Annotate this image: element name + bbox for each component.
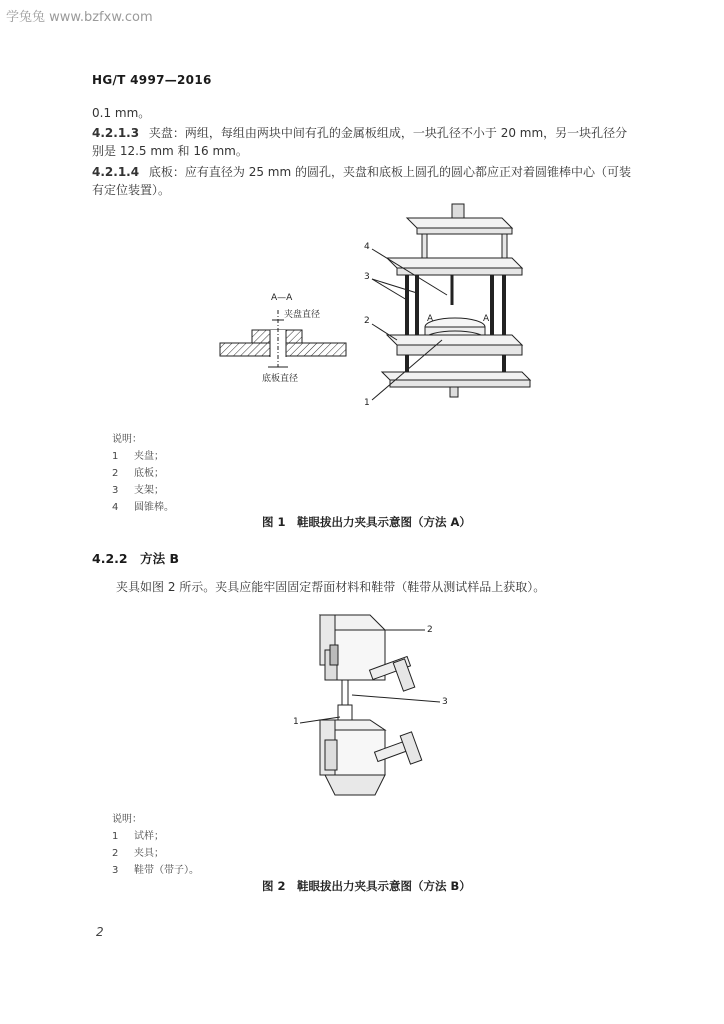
legend-item: 1 试样； [112, 831, 164, 842]
clamp-b-diagram [290, 605, 460, 810]
section-b-text: 夹具如图 2 所示。夹具应能牢固固定帮面材料和鞋带（鞋带从测试样品上获取）。 [116, 580, 546, 594]
page-number: 2 [96, 925, 104, 939]
callout-3: 3 [442, 697, 448, 707]
legend-item: 4 圆锥棒。 [112, 502, 174, 513]
callout-3: 3 [364, 272, 370, 282]
section-heading-4-2-2: 4.2.2 方法 B [92, 551, 179, 566]
clause-text: 夹盘：两组，每组由两块中间有孔的金属板组成，一块孔径不小于 20 mm，另一块孔径分 [148, 126, 628, 140]
clamp-diameter-label: 夹盘直径 [284, 310, 321, 320]
figure-1-caption: 图 1 鞋眼拔出力夹具示意图（方法 A） [262, 515, 471, 529]
paragraph-continuation: 0.1 mm。 [92, 106, 151, 120]
clamp-apparatus-diagram [352, 200, 532, 410]
legend-title: 说明： [112, 814, 142, 825]
clause-4-2-1-3 [92, 124, 627, 141]
standard-number: HG/T 4997—2016 [92, 73, 212, 87]
clause-text: 底板：应有直径为 25 mm 的圆孔，夹盘和底板上圆孔的圆心都应正对着圆锥棒中心（可装 [148, 165, 632, 179]
callout-2: 2 [364, 316, 370, 326]
clause-4-2-1-4-cont: 有定位装置）。 [92, 183, 171, 197]
legend-title: 说明： [112, 434, 142, 445]
callout-1: 1 [364, 398, 370, 408]
legend-item: 3 鞋带（带子）。 [112, 865, 199, 876]
clause-number: 4.2.1.4 [92, 165, 140, 179]
watermark: 学兔兔 www.bzfxw.com [6, 10, 153, 25]
callout-2: 2 [427, 625, 433, 635]
callout-4: 4 [364, 242, 370, 252]
callout-1: 1 [293, 717, 299, 727]
legend-item: 1 夹盘； [112, 451, 164, 462]
section-mark-right: A [483, 314, 490, 324]
section-mark-left: A [427, 314, 434, 324]
clause-number: 4.2.1.3 [92, 126, 140, 140]
section-label: A—A [271, 293, 293, 303]
legend-item: 2 底板； [112, 468, 164, 479]
legend-item: 3 支架； [112, 485, 164, 496]
clause-4-2-1-3-cont: 别是 12.5 mm 和 16 mm。 [92, 144, 248, 158]
base-diameter-label: 底板直径 [262, 374, 299, 384]
legend-item: 2 夹具； [112, 848, 164, 859]
clause-4-2-1-4 [92, 163, 631, 180]
figure-2-caption: 图 2 鞋眼拔出力夹具示意图（方法 B） [262, 879, 471, 893]
